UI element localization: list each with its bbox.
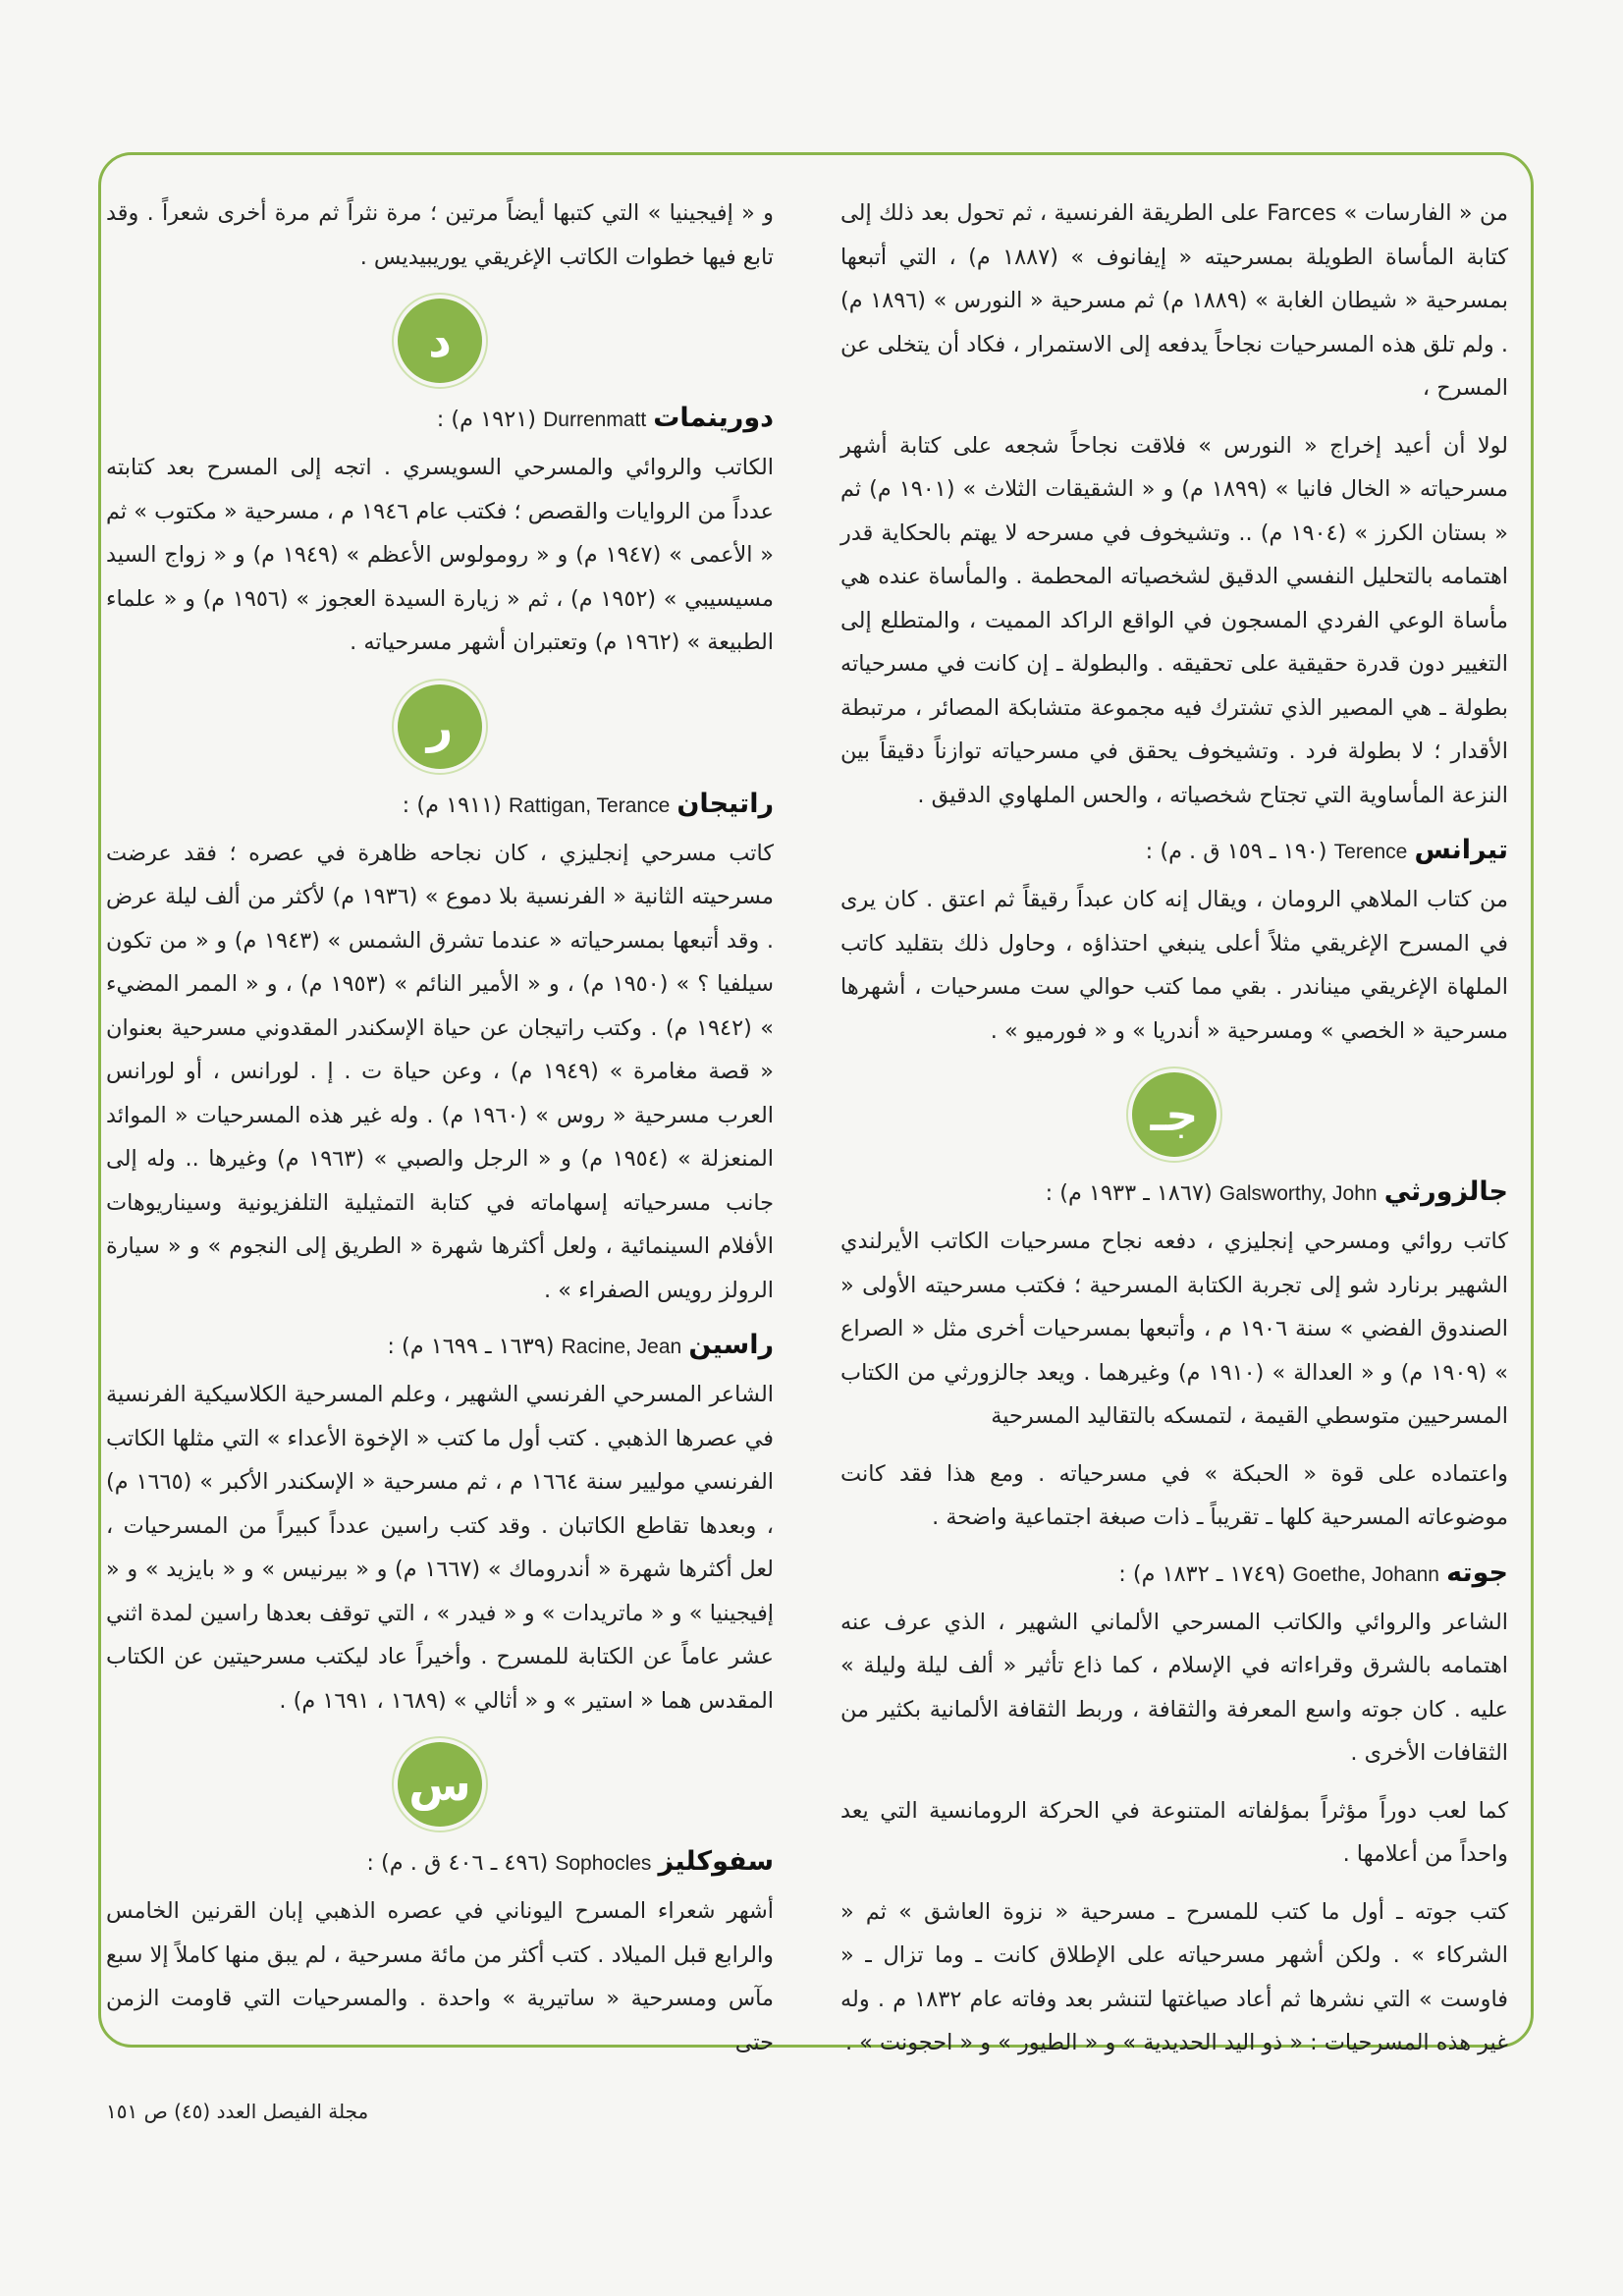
entry-latin: Terence (1333, 841, 1408, 863)
entry-name: جوته (1446, 1557, 1508, 1588)
entry-name: سفوكليز (658, 1846, 774, 1877)
entry-dates: (١٧٤٩ ـ ١٨٣٢ م) : (1118, 1560, 1286, 1587)
entry-heading-rattigan (106, 785, 774, 826)
entry-text: من كتاب الملاهي الرومان ، ويقال إنه كان عبداً رقيقاً ثم اعتق . كان يرى في المسرح الإغريقي مثلاً أعلى ينبغي احتذاؤه ، وحاول ذلك بتقليد كاتب الملهاة الإغريقي ميناندر . بقي مما كتب حوالي ست مسرحيات ، أشهرها مسرحية « الخصي » ومسرحية « أندريا » و « فورميو » . (840, 887, 1508, 1044)
entry-name: راسين (688, 1330, 774, 1360)
section-letter: د (428, 314, 452, 367)
entry-heading-sophocles (106, 1842, 774, 1884)
entry-name: دورينمات (653, 403, 774, 433)
entry-latin: Racine, Jean (561, 1336, 682, 1358)
section-letter-badge (398, 684, 482, 769)
page-footer: مجلة الفيصل العدد (٤٥) ص ١٥١ (106, 2100, 369, 2123)
entry-heading-terence (840, 831, 1508, 872)
entry-text: كما لعب دوراً مؤثراً بمؤلفاته المتنوعة في الحركة الرومانسية التي يعد واحداً من أعلامها . (840, 1797, 1508, 1867)
entry-latin: Rattigan, Terance (509, 793, 671, 817)
entry-dates: (١٦٣٩ ـ ١٦٩٩ م) : (387, 1334, 555, 1359)
entry-dates: (١٩١١ م) : (402, 792, 502, 818)
entry-text: الشاعر المسرحي الفرنسي الشهير ، وعلم المسرحية الكلاسيكية الفرنسية في عصرها الذهبي . كتب أول ما كتب « الإخوة الأعداء » التي مثلها الكاتب الفرنسي موليير سنة ١٦٦٤ م ، ثم مسرحية « الإسكندر الأكبر » (١٦٦٥ م) ، وبعدها تقاطع الكاتبان . وقد كتب راسين عدداً كبيراً من المسرحيات ، لعل أكثرها شهرة « أندروماك » (١٦٦٧ م) و « بيرنيس » و « بايزيد » و « إفيجينيا » و « ماتريدات » و « فيدر » ، التي توقف بعدها راسين لمدة اثني عشر عاماً عن الكتابة للمسرح . وأخيراً عاد ليكتب مسرحيتين عن الكتاب المقدس هما « استير » و « أثالي » (١٦٨٩ ، ١٦٩١ م) . (106, 1382, 775, 1714)
section-letter: جـ (1150, 1088, 1199, 1141)
section-letter-badge (1132, 1072, 1217, 1157)
entry-heading-galsworthy (840, 1173, 1508, 1214)
paragraph: لولا أن أعيد إخراج « النورس » فلاقت نجاحاً شجعه على كتابة أشهر مسرحياته « الخال فانيا » (١٨٩٩ م) و « الشقيقات الثلاث » (١٩٠١ م) ثم « بستان الكرز » (١٩٠٤ م) .. وتشيخوف في مسرحه لا يهتم بالحكاية قدر اهتمامه بالتحليل النفسي الدقيق لشخصياته المحطمة . والمأساة عنده هي مأساة الوعي الفردي المسجون في الواقع الراكد المميت ، والمتطلع إلى التغيير دون قدرة حقيقية على تحقيقه . والبطولة ـ إن كانت في مسرحياته بطولة ـ هي المصير الذي تشترك فيه مجموعة متشابكة المصائر ، مرتبطة الأقدار ؛ لا بطولة فرد . وتشيخوف يحقق في مسرحياته توازناً دقيقاً بين النزعة المأساوية التي تجتاح شخصياته ، والحس الملهاوي الدقيق . (840, 432, 1508, 808)
entry-latin: Galsworthy, John (1218, 1182, 1378, 1205)
entry-name: راتيجان (676, 788, 774, 819)
section-letter: س (408, 1758, 471, 1811)
entry-text: كاتب روائي ومسرحي إنجليزي ، دفعه نجاح مسرحيات الكاتب الأيرلندي الشهير برنارد شو إلى تجربة الكتابة المسرحية ؛ فكتب مسرحيته الأولى « الصندوق الفضي » سنة ١٩٠٦ م ، وأتبعها بمسرحيات أخرى مثل « الصراع » (١٩٠٩ م) و « العدالة » (١٩١٠ م) وغيرهما . ويعد جالزورثي من الكتاب المسرحيين متوسطي القيمة ، لتمسكه بالتقاليد المسرحية (840, 1229, 1509, 1429)
right-column (840, 191, 1509, 2055)
entry-heading-racine (106, 1326, 774, 1367)
entry-latin: Durrenmatt (543, 409, 647, 431)
left-column (106, 191, 775, 2055)
entry-name: جالزورثي (1383, 1176, 1508, 1207)
section-letter: ر (426, 699, 454, 753)
entry-dates: (١٩٠ ـ ١٥٩ ق . م) : (1145, 839, 1327, 864)
entry-text: واعتماده على قوة « الحبكة » في مسرحياته . ومع هذا فقد كانت موضوعاته المسرحية كلها ـ تقريباً ـ ذات صبغة اجتماعية واضحة . (840, 1460, 1508, 1530)
paragraph: و « إفيجينيا » التي كتبها أيضاً مرتين ؛ مرة نثراً ثم مرة أخرى شعراً . وقد تابع فيها خطوات الكاتب الإغريقي يوريبيديس . (106, 200, 774, 270)
entry-latin: Sophocles (555, 1852, 652, 1875)
entry-dates: (٤٩٦ ـ ٤٠٦ ق . م) : (366, 1850, 549, 1876)
entry-text: كتب جوته ـ أول ما كتب للمسرح ـ مسرحية « نزوة العاشق » ثم « الشركاء » . ولكن أشهر مسرحياته على الإطلاق كانت ـ وما تزال ـ « فاوست » التي نشرها ثم أعاد صياغتها لتنشر بعد وفاته عام ١٨٣٢ م . وله غير هذه المسرحيات : « ذو اليد الحديدية » و « الطيور » و « احجونت » . (840, 1898, 1508, 2055)
entry-heading-goethe (840, 1554, 1508, 1595)
entry-dates: (١٩٢١ م) : (436, 407, 536, 432)
section-letter-badge (398, 299, 482, 383)
section-letter-badge (398, 1742, 482, 1827)
entry-name: تيرانس (1414, 835, 1508, 865)
entry-text: الشاعر والروائي والكاتب المسرحي الألماني الشهير ، الذي عرف عنه اهتمامه بالشرق وقراءاته في الإسلام ، كما ذاع تأثير « ألف ليلة وليلة » عليه . كان جوته واسع المعرفة والثقافة ، وربط الثقافة الألمانية بكثير من الثقافات الأخرى . (840, 1609, 1508, 1766)
entry-heading-durrenmatt (106, 399, 774, 440)
entry-latin: Goethe, Johann (1292, 1562, 1439, 1586)
entry-text: الكاتب والروائي والمسرحي السويسري . اتجه إلى المسرح بعد كتابته عدداً من الروايات والقصص ؛ فكتب عام ١٩٤٦ م ، مسرحية « مكتوب » ثم « الأعمى » (١٩٤٧ م) و « رومولوس الأعظم » (١٩٤٩ م) و « زواج السيد مسيسيبي » (١٩٥٢ م) ، ثم « زيارة السيدة العجوز » (١٩٥٦ م) و « علماء الطبيعة » (١٩٦٢ م) وتعتبران أشهر مسرحياته . (106, 455, 774, 655)
paragraph: من « الفارسات » Farces على الطريقة الفرنسية ، ثم تحول بعد ذلك إلى كتابة المأساة الطويلة بمسرحيته « إيفانوف » (١٨٨٧ م) ، التي أتبعها بمسرحية « شيطان الغابة » (١٨٨٩ م) ثم مسرحية « النورس » (١٨٩٦ م) . ولم تلق هذه المسرحيات نجاحاً يدفعه إلى الاستمرار ، فكاد أن يتخلى عن المسرح ، (840, 200, 1509, 401)
entry-text: أشهر شعراء المسرح اليوناني في عصره الذهبي إبان القرنين الخامس والرابع قبل الميلاد . كتب أكثر من مائة مسرحية ، لم يبق منها كاملاً إلا سبع مآس ومسرحية « ساتيرية » واحدة . والمسرحيات التي قاومت الزمن حتى (106, 1898, 774, 2055)
entry-dates: (١٨٦٧ ـ ١٩٣٣ م) : (1045, 1180, 1213, 1206)
entry-text: كاتب مسرحي إنجليزي ، كان نجاحه ظاهرة في عصره ؛ فقد عرضت مسرحيته الثانية « الفرنسية بلا دموع » (١٩٣٦ م) لأكثر من ألف ليلة عرض . وقد أتبعها بمسرحياته « عندما تشرق الشمس » (١٩٤٣ م) و « من تكون سيلفيا ؟ » (١٩٥٠ م) ، و « الأمير النائم » (١٩٥٣ م) ، و « الممر المضيء » (١٩٤٢ م) . وكتب راتيجان عن حياة الإسكندر المقدوني مسرحية بعنوان « قصة مغامرة » (١٩٤٩ م) ، وعن حياة ت . إ . لورانس ، أو لورانس العرب مسرحية « روس » (١٩٦٠ م) . وله غير هذه المسرحيات « الموائد المنعزلة » (١٩٥٤ م) و « الرجل والصبي » (١٩٦٣ م) وغيرها .. وله إلى جانب مسرحياته إسهاماته في كتابة التمثيلية التلفزيونية وسيناريوهات الأفلام السينمائية ، ولعل أكثرها شهرة « الطريق إلى النجوم » و « سيارة الرولز رويس الصفراء » . (106, 840, 774, 1303)
